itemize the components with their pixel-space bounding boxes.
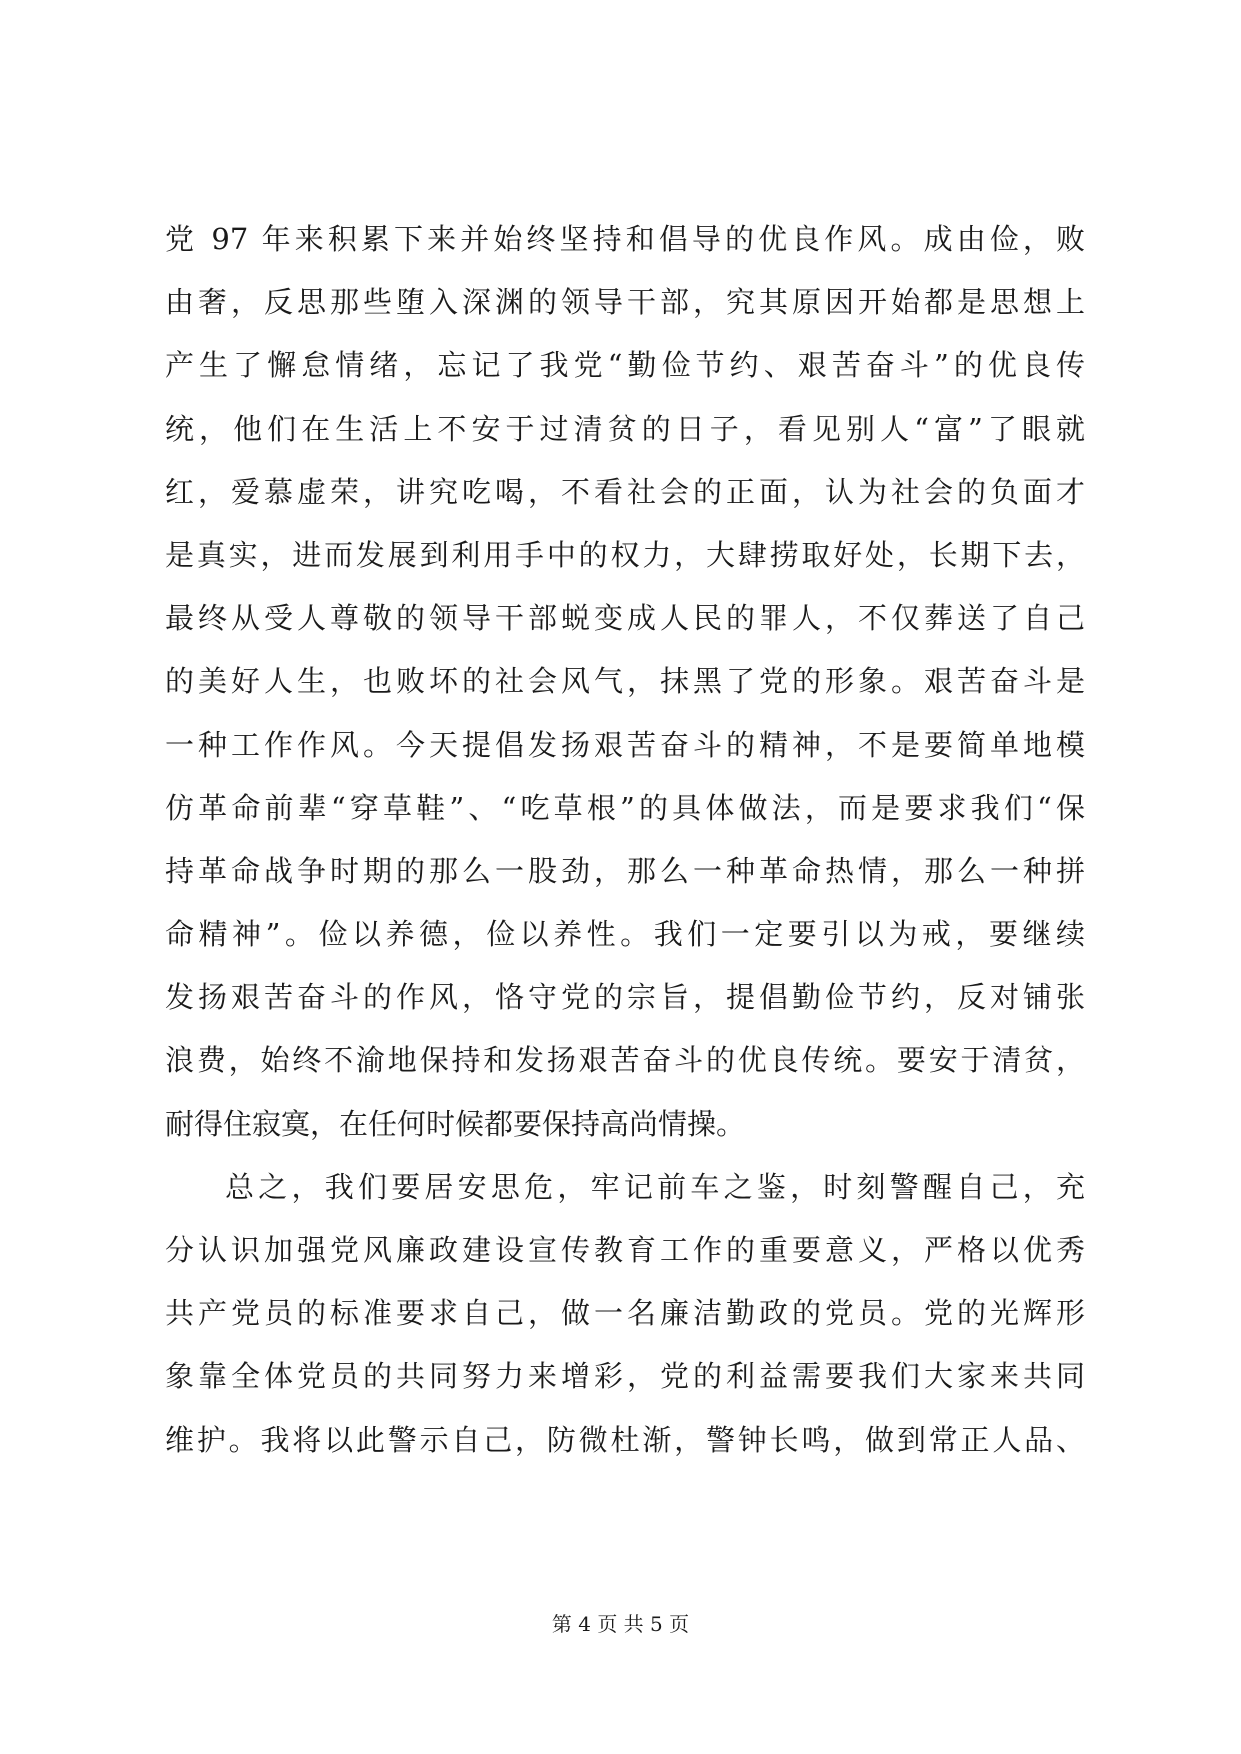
text-line: 维护。我将以此警示自己，防微杜渐，警钟长鸣，做到常正人品、 [165, 1422, 1085, 1457]
text-line: 发扬艰苦奋斗的作风，恪守党的宗旨，提倡勤俭节约，反对铺张 [165, 980, 1085, 1015]
text-line: 党 97 年来积累下来并始终坚持和倡导的优良作风。成由俭，败 [165, 222, 1085, 256]
text-line: 最终从受人尊敬的领导干部蜕变成人民的罪人，不仅葬送了自己 [165, 601, 1085, 636]
text-line: 仿革命前辈“穿草鞋”、“吃草根”的具体做法，而是要求我们“保 [165, 790, 1085, 825]
text-line: 统，他们在生活上不安于过清贫的日子，看见别人“富”了眼就 [165, 411, 1085, 446]
text-line: 耐得住寂寞，在任何时候都要保持高尚情操。 [165, 1106, 746, 1141]
text-line: 持革命战争时期的那么一股劲，那么一种革命热情，那么一种拼 [165, 853, 1085, 888]
text-line: 产生了懈怠情绪，忘记了我党“勤俭节约、艰苦奋斗”的优良传 [165, 348, 1085, 383]
text-line: 由奢，反思那些堕入深渊的领导干部，究其原因开始都是思想上 [165, 285, 1085, 320]
text-line: 共产党员的标准要求自己，做一名廉洁勤政的党员。党的光辉形 [165, 1296, 1085, 1331]
text-line: 象靠全体党员的共同努力来增彩，党的利益需要我们大家来共同 [165, 1359, 1085, 1394]
paragraph-2 [165, 1156, 1085, 1472]
text-line: 命精神”。俭以养德，俭以养性。我们一定要引以为戒，要继续 [165, 917, 1085, 952]
page-footer [0, 1610, 1241, 1638]
text-line: 总之，我们要居安思危，牢记前车之鉴，时刻警醒自己，充 [225, 1169, 1085, 1204]
text-line: 的美好人生，也败坏的社会风气，抹黑了党的形象。艰苦奋斗是 [165, 664, 1085, 699]
text-line: 分认识加强党风廉政建设宣传教育工作的重要意义，严格以优秀 [165, 1233, 1085, 1267]
text-line: 浪费，始终不渝地保持和发扬艰苦奋斗的优良传统。要安于清贫， [165, 1043, 1085, 1078]
text-line: 红，爱慕虚荣，讲究吃喝，不看社会的正面，认为社会的负面才 [165, 474, 1085, 509]
text-line: 是真实，进而发展到利用手中的权力，大肆捞取好处，长期下去， [165, 537, 1085, 572]
paragraph-1 [165, 208, 1085, 1156]
text-line: 一种工作作风。今天提倡发扬艰苦奋斗的精神，不是要简单地模 [165, 727, 1085, 762]
page-number-label: 第 4 页 共 5 页 [551, 1612, 690, 1636]
body-text [165, 208, 1085, 1472]
